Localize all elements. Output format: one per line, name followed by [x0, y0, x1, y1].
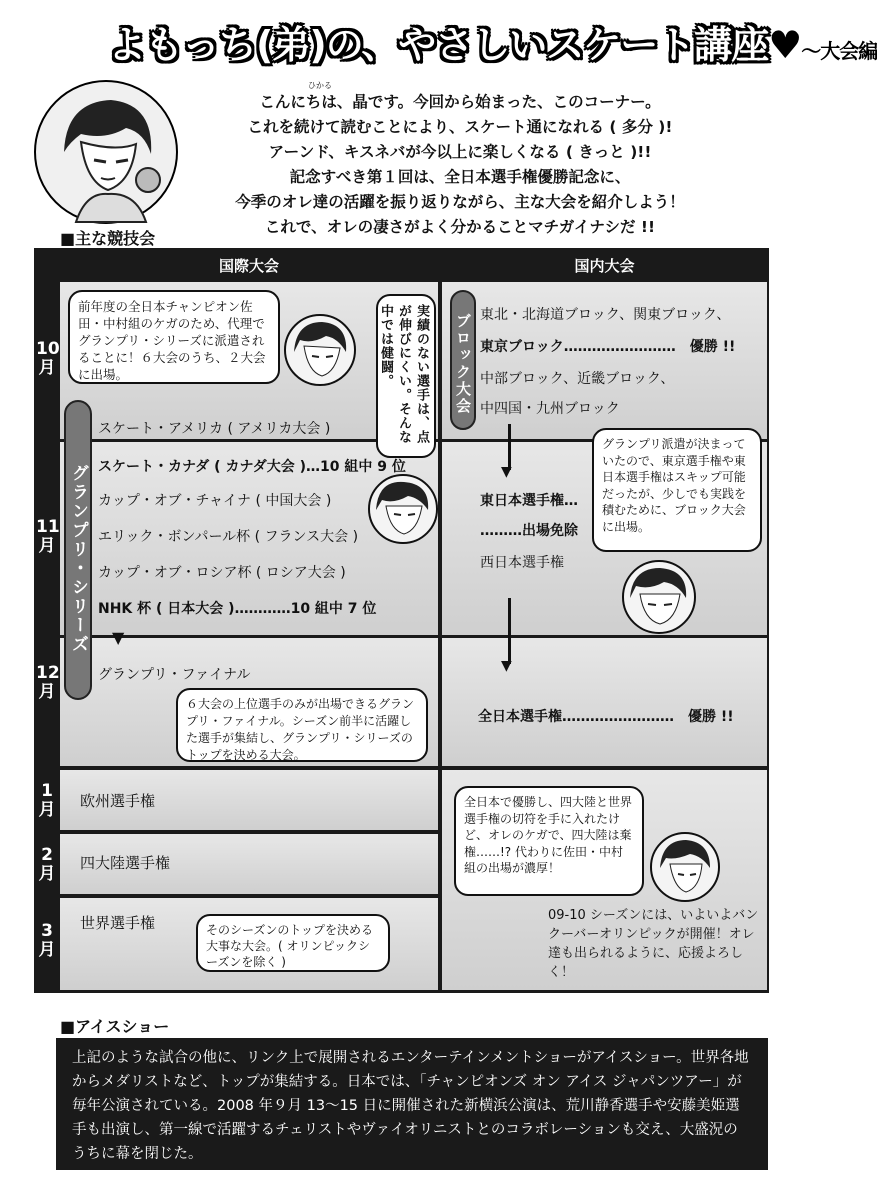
grand-prix-series-label: グランプリ・シリーズ	[64, 400, 92, 700]
character-face-icon	[368, 474, 438, 544]
column-header-international: 国際大会	[60, 252, 438, 280]
month-label-mar: 3月	[38, 921, 56, 960]
event-chubu-block: 中部ブロック、近畿ブロック、	[480, 371, 675, 387]
event-nhk-trophy: NHK 杯 ( 日本大会 )…………10 組中 7 位	[98, 601, 377, 617]
section-heading-ice-show: ■アイスショー	[60, 1017, 170, 1036]
event-cup-of-russia: カップ・オブ・ロシア杯 ( ロシア大会 )	[98, 565, 346, 581]
speech-bubble-domestic-jan: 全日本で優勝し、四大陸と世界選手権の切符を手に入れたけど、オレのケガで、四大陸は棄権……!? 代わりに佐田・中村組の出場が濃厚！	[454, 786, 644, 896]
intro-line: 記念すべき第１回は、全日本選手権優勝記念に、	[289, 168, 631, 186]
event-four-continents: 四大陸選手権	[80, 854, 171, 872]
intro-line: これを続けて読むことにより、スケート通になれる ( 多分 )!	[247, 118, 673, 136]
event-skate-canada: スケート・カナダ ( カナダ大会 )…10 組中 9 位	[98, 459, 406, 475]
month-label-jan: 1月	[38, 781, 56, 820]
month-label-feb: 2月	[38, 845, 56, 884]
month-label-nov: 11月	[36, 517, 60, 556]
column-header-domestic: 国内大会	[442, 252, 767, 280]
title-text: よもっち(弟)の、やさしいスケート講座	[108, 23, 769, 67]
speech-bubble-gp-final: ６大会の上位選手のみが出場できるグランプリ・ファイナル。シーズン前半に活躍した選手が集結し、グランプリ・シリーズのトップを決める大会。	[176, 688, 428, 762]
speech-bubble-worlds: そのシーズンのトップを決める大事な大会。( オリンピックシーズンを除く )	[196, 914, 390, 972]
down-arrow-icon: ▼	[501, 464, 512, 480]
event-skate-america: スケート・アメリカ ( アメリカ大会 )	[98, 421, 331, 437]
character-face-icon	[284, 314, 356, 386]
event-cup-of-china: カップ・オブ・チャイナ ( 中国大会 )	[98, 493, 332, 509]
intro-line: 今季のオレ達の活躍を振り返りながら、主な大会を紹介しよう！	[235, 193, 685, 211]
block-competition-label: ブロック大会	[450, 290, 476, 430]
month-label-oct: 10月	[36, 339, 60, 378]
page-title	[108, 14, 877, 76]
speech-bubble-vertical: 実績のない選手は、点が伸びにくい。そんな中では健闘。	[376, 294, 436, 458]
event-gp-final: グランプリ・ファイナル	[98, 667, 251, 683]
event-eric-bompard: エリック・ボンパール杯 ( フランス大会 )	[98, 529, 359, 545]
host-portrait	[34, 80, 178, 224]
speech-bubble-oct: 前年度の全日本チャンピオン佐田・中村組のケガのため、代理でグランプリ・シリーズに派遣されることに！６大会のうち、２大会に出場。	[68, 290, 280, 384]
character-face-icon	[622, 560, 696, 634]
intro-line: こんにちは、晶です。今回から始まった、このコーナー。	[259, 93, 661, 111]
event-world-championships: 世界選手権	[80, 914, 156, 932]
event-exempt-note: ………出場免除	[480, 523, 578, 539]
ruby-reading: ひかる	[308, 81, 332, 90]
ice-show-description: 上記のような試合の他に、リンク上で展開されるエンターテインメントショーがアイスショー。世界各地からメダリストなど、トップが集結する。日本では、「チャンピオンズ オン アイス ジャパンツアー」が毎年公演されている。2008 年９月 13〜15 日に開催された新横浜公演は、荒川静香選手や安藤美姫選手も出演し、第一線で活躍するチェリストやヴァイオリニストとのコラボレーションも交え、大盛況のうちに幕を閉じた。	[56, 1038, 768, 1170]
section-heading-main: ■主な競技会	[60, 229, 156, 248]
event-tohoku-block: 東北・北海道ブロック、関東ブロック、	[480, 307, 731, 323]
cell-dom-dec	[442, 638, 767, 766]
heart-icon: ♥	[768, 23, 802, 67]
title-subtitle: 〜大会編	[801, 39, 877, 63]
intro-text	[180, 90, 740, 240]
event-tokyo-block: 東京ブロック…………………… 優勝 !!	[480, 339, 736, 355]
event-all-japan: 全日本選手権…………………… 優勝 !!	[478, 709, 734, 725]
down-arrow-icon: ▼	[501, 658, 512, 674]
month-label-dec: 12月	[36, 663, 60, 702]
event-west-japan: 西日本選手権	[480, 555, 564, 571]
intro-line: アーンド、キスネバが今以上に楽しくなる ( きっと )!!	[268, 143, 652, 161]
event-east-japan: 東日本選手権…	[480, 493, 578, 509]
olympic-note: 09-10 シーズンには、いよいよバンクーバーオリンピックが開催！オレ達も出られるように、応援よろしく！	[548, 908, 759, 980]
character-face-icon	[650, 832, 720, 902]
arrow-shaft	[508, 598, 511, 664]
event-european-championships: 欧州選手権	[80, 792, 156, 810]
speech-bubble-domestic-nov: グランプリ派遣が決まっていたので、東京選手権や東日本選手権はスキップ可能だったが、少しでも実践を積むために、ブロック大会に出場。	[592, 428, 762, 552]
event-chushikoku-block: 中四国・九州ブロック	[480, 401, 620, 417]
down-arrow-icon: ▼	[112, 628, 125, 647]
intro-line: これで、オレの凄さがよく分かることマチガイナシだ !!	[264, 218, 656, 236]
